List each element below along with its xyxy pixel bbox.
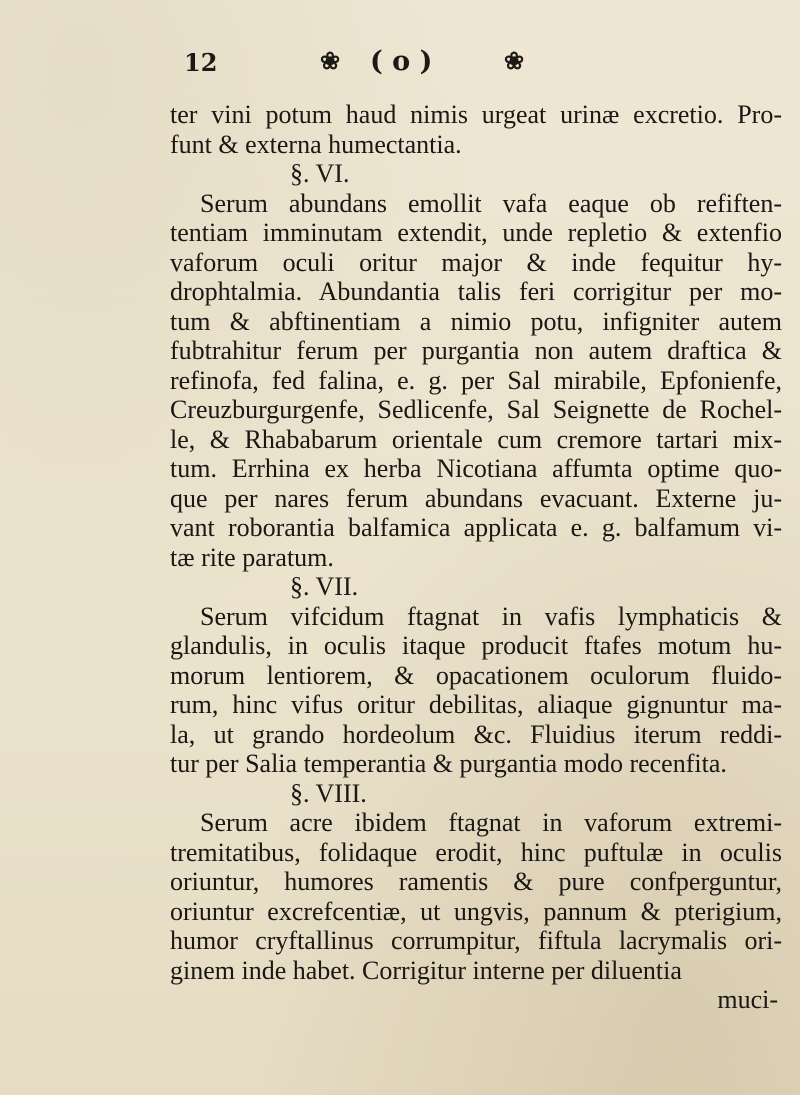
text-line: tremitatibus, folidaque erodit, hinc puftulæ in oculis (170, 837, 782, 867)
flower-ornament-icon: ❀ (504, 46, 525, 75)
paragraph-end-line: tur per Salia temperantia & purgantia modo recenfita. (170, 749, 727, 778)
text-line: ter vini potum haud nimis urgeat urinæ excretio. Pro- (170, 100, 782, 129)
paragraph-end-line: tæ rite paratum. (170, 542, 334, 572)
text-line: refinofa, fed falina, e. g. per Sal mirabile, Epfonienfe, (170, 365, 782, 395)
text-line: vant roborantia balfamica applicata e. g. balfamum vi- (170, 513, 782, 542)
section-heading: §. VIII. (290, 778, 367, 808)
text-line: oriuntur, humores ramentis & pure confperguntur, (170, 867, 782, 896)
paragraph-start-line: Serum abundans emollit vafa eaque ob refiften- (200, 188, 782, 218)
section-heading: §. VI. (290, 159, 350, 188)
flower-ornament-icon: ❀ (320, 46, 341, 75)
paragraph-end-line: funt & externa humectantia. (170, 129, 462, 159)
paragraph-start-line: Serum vifcidum ftagnat in vafis lymphaticis & (200, 601, 782, 631)
text-line: rum, hinc vifus oritur debilitas, aliaque gignuntur ma- (170, 690, 782, 719)
paragraph-start-line: Serum acre ibidem ftagnat in vaforum extremi- (200, 808, 782, 837)
running-header (184, 40, 624, 88)
text-body (170, 100, 782, 1015)
text-line: vaforum oculi oritur major & inde fequitur hy- (170, 247, 782, 277)
text-line: drophtalmia. Abundantia talis feri corrigitur per mo- (170, 277, 782, 306)
catchword: muci- (717, 985, 778, 1014)
text-line: le, & Rhababarum orientale cum cremore tartari mix- (170, 424, 782, 454)
text-line: tum & abftinentiam a nimio potu, infigniter autem (170, 306, 782, 336)
text-line: oriuntur excrefcentiæ, ut ungvis, pannum & pterigium, (170, 896, 782, 926)
text-line: la, ut grando hordeolum &c. Fluidius iterum reddi- (170, 719, 782, 749)
page-number: 12 (184, 48, 218, 77)
text-line: que per nares ferum abundans evacuant. Externe ju- (170, 483, 782, 513)
paragraph-end-line: ginem inde habet. Corrigitur interne per diluentia (170, 955, 682, 985)
text-line: glandulis, in oculis itaque producit ftafes motum hu- (170, 631, 782, 660)
text-line: fubtrahitur ferum per purgantia non autem draftica & (170, 336, 782, 365)
text-line: tentiam imminutam extendit, unde repletio & extenfio (170, 218, 782, 247)
text-line: tum. Errhina ex herba Nicotiana affumta optime quo- (170, 454, 782, 483)
section-heading: §. VII. (290, 572, 359, 601)
text-line: Creuzburgurgenfe, Sedlicenfe, Sal Seignette de Rochel- (170, 395, 782, 424)
text-line: humor cryftallinus corrumpitur, fiftula lacrymalis ori- (170, 926, 782, 955)
text-line: morum lentiorem, & opacationem oculorum fluido- (170, 660, 782, 690)
header-mark: ( o ) (370, 46, 433, 77)
